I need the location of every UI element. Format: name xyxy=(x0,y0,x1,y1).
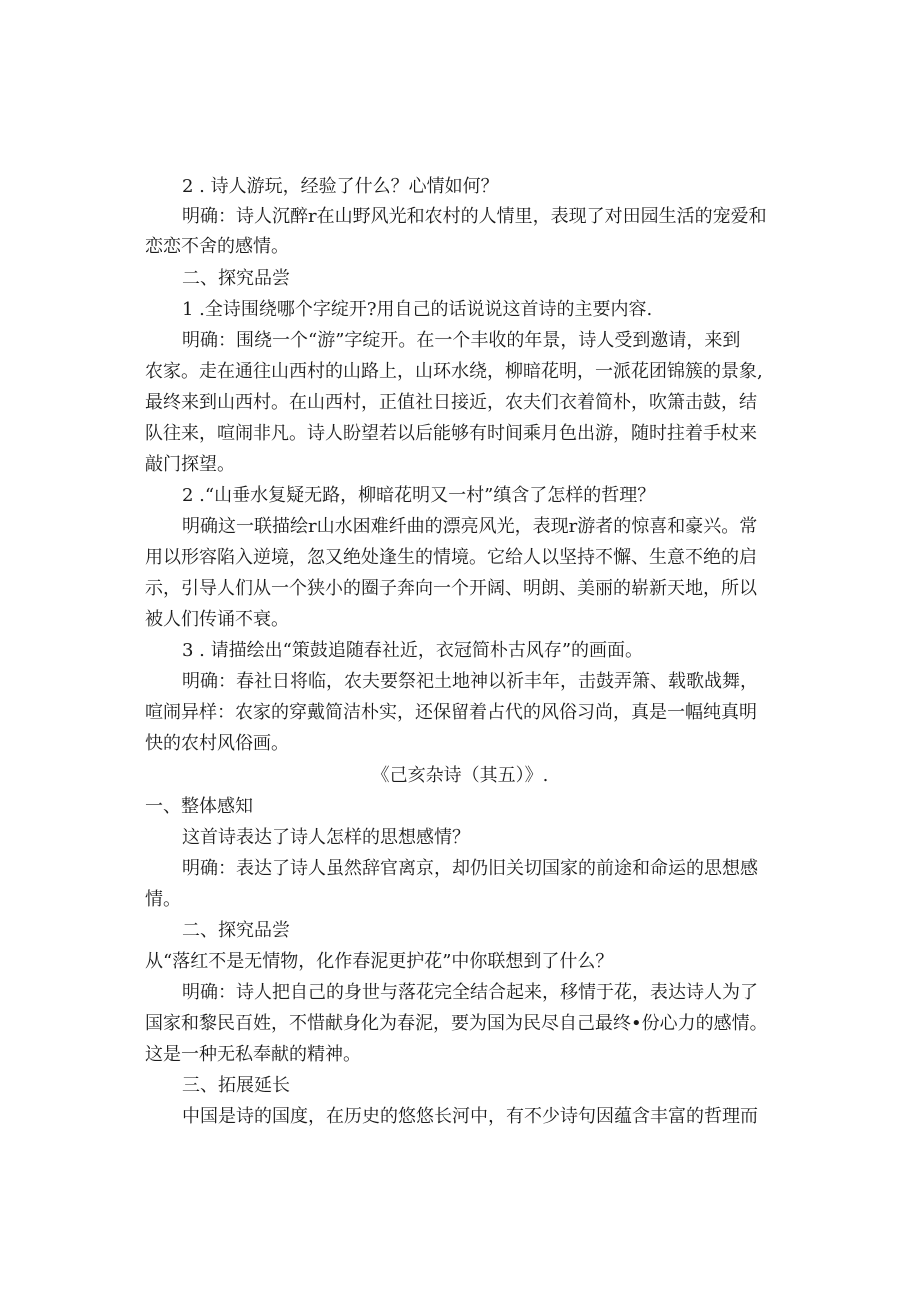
question-2-heading: 2 .“山垂水复疑无路，柳暗花明又一村”缜含了怎样的哲理？ xyxy=(182,485,656,506)
section-heading: 二、探究品尝 xyxy=(182,920,290,941)
poem-title: 《己亥杂诗（其五）》. xyxy=(371,765,549,786)
answer-paragraph-line: 喧闹异样：农家的穿戴简洁朴实，还保留着占代的风俗习尚，真是一幅纯真明 xyxy=(145,702,757,723)
answer-paragraph-line: 农家。走在通往山西村的山路上，山环水绕，柳暗花明，一派花团锦簇的景象, xyxy=(145,361,763,382)
body-paragraph: 中国是诗的国度，在历史的悠悠长河中，有不少诗句因蕴含丰富的哲理而 xyxy=(182,1106,758,1127)
question-1-heading: 1 .全诗围绕哪个字绽开?用自己的话说说这首诗的主要内容. xyxy=(182,299,653,320)
answer-paragraph: 明确：诗人把自己的身世与落花完全结合起来，移情于花，表达诗人为了 xyxy=(182,982,758,1003)
answer-paragraph-line: 国家和黎民百姓，不惜献身化为春泥，要为国为民尽自己最终•份心力的感情。 xyxy=(145,1013,768,1034)
section-heading: 一、整体感知 xyxy=(145,796,253,817)
answer-paragraph-line: 队往来，喧闹非凡。诗人盼望若以后能够有时间乘月色出游，随时拄着手杖来 xyxy=(145,423,757,444)
question-text: 从“落红不是无情物，化作春泥更护花”中你联想到了什么？ xyxy=(145,951,614,972)
answer-paragraph: 明确：围绕一个“游”字绽开。在一个丰收的年景，诗人受到邀请，来到 xyxy=(182,330,741,351)
answer-paragraph: 明确：表达了诗人虽然辞官离京，却仍旧关切国家的前途和命运的思想感 xyxy=(182,858,758,879)
answer-paragraph: 明确：春社日将临，农夫要祭祀土地神以祈丰年，击鼓弄箫、载歌战舞， xyxy=(182,671,758,692)
section-heading: 二、探究品尝 xyxy=(182,268,290,289)
answer-paragraph-line: 用以形容陷入逆境，忽又绝处逢生的情境。它给人以坚持不懈、生意不绝的启 xyxy=(145,547,757,568)
answer-paragraph: 明确：诗人沉醉r在山野风光和农村的人情里，表现了对田园生活的宠爱和 xyxy=(182,206,767,227)
question-text: 这首诗表达了诗人怎样的思想感情？ xyxy=(182,827,470,848)
answer-paragraph-line: 被人们传诵不衰。 xyxy=(145,609,289,630)
answer-paragraph-line: 恋恋不舍的感情。 xyxy=(145,236,289,257)
question-2-heading: 2 . 诗人游玩，经验了什么？心情如何？ xyxy=(182,176,499,197)
answer-paragraph-line: 最终来到山西村。在山西村，正值社日接近，农夫们衣着简朴，吹箫击鼓，结 xyxy=(145,392,757,413)
answer-paragraph-line: 这是一种无私奉献的精神。 xyxy=(145,1044,361,1065)
answer-paragraph: 明确这一联描绘r山水困难纤曲的漂亮风光，表现r游者的惊喜和豪兴。常 xyxy=(182,516,758,537)
answer-paragraph-line: 敲门探望。 xyxy=(145,454,235,475)
answer-paragraph-line: 快的农村风俗画。 xyxy=(145,733,289,754)
answer-paragraph-line: 示，引导人们从一个狭小的圈子奔向一个开阔、明朗、美丽的崭新天地，所以 xyxy=(145,578,757,599)
question-3-heading: 3 . 请描绘出“策鼓追随春社近，衣冠简朴古风存”的画面。 xyxy=(182,640,644,661)
answer-paragraph-line: 情。 xyxy=(145,889,181,910)
section-heading: 三、拓展延长 xyxy=(182,1075,290,1096)
